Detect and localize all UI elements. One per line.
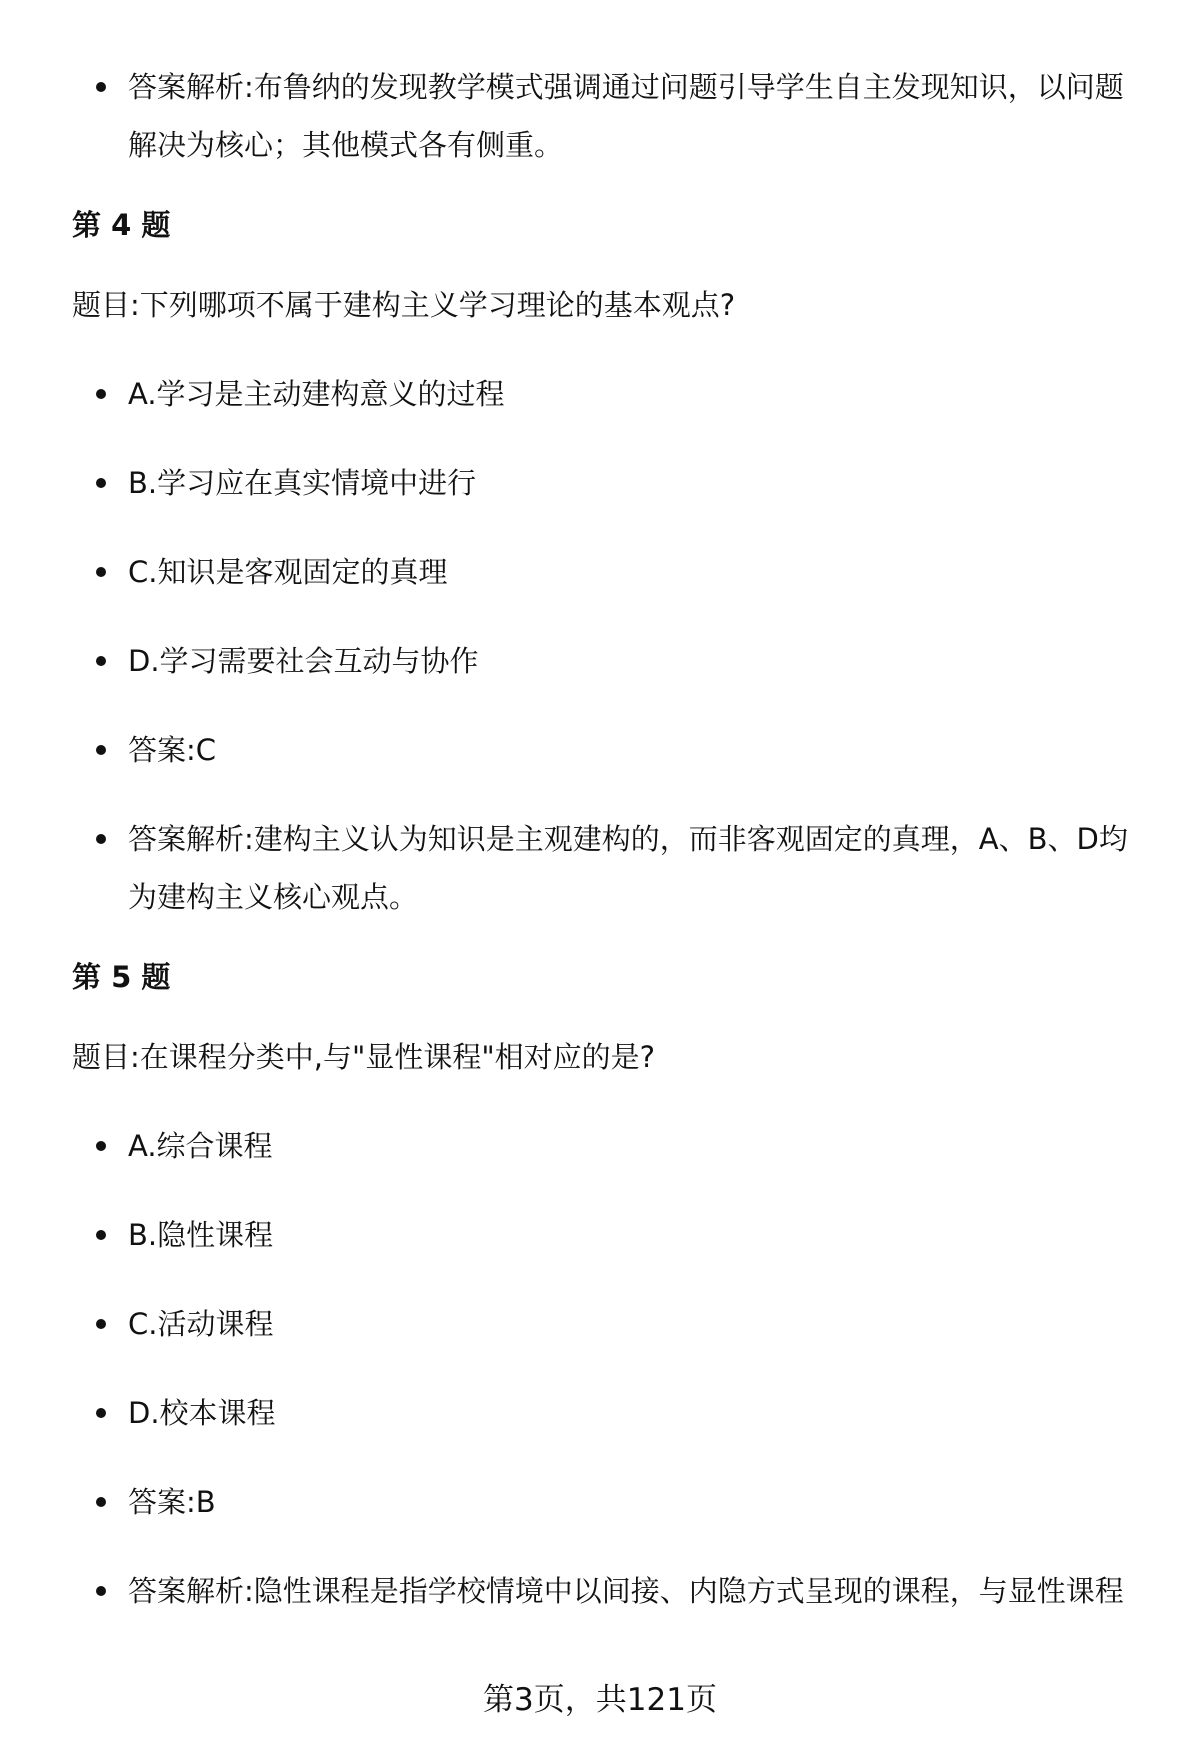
q4-explanation: [72, 810, 1152, 926]
bullet-icon: [96, 1497, 106, 1507]
q5-option-a-text: A.综合课程: [128, 1129, 273, 1163]
bullet-icon: [96, 834, 106, 844]
q4-option-c: [72, 543, 1152, 601]
bullet-icon: [96, 1141, 106, 1151]
bullet-icon: [96, 478, 106, 488]
bullet-icon: [96, 82, 106, 92]
q4-option-a: [72, 365, 1152, 423]
bullet-icon: [96, 656, 106, 666]
q5-answer: [72, 1473, 1152, 1531]
q5-explanation-text: 答案解析:隐性课程是指学校情境中以间接、内隐方式呈现的课程，与显性课程: [128, 1574, 1124, 1608]
q3-explanation-text: 答案解析:布鲁纳的发现教学模式强调通过问题引导学生自主发现知识，以问题解决为核心；其他模式各有侧重。: [128, 70, 1124, 162]
q4-question: 题目:下列哪项不属于建构主义学习理论的基本观点?: [72, 288, 736, 322]
bullet-icon: [96, 1319, 106, 1329]
q5-explanation: [72, 1562, 1152, 1620]
bullet-icon: [96, 567, 106, 577]
bullet-icon: [96, 1408, 106, 1418]
bullet-icon: [96, 1230, 106, 1240]
q4-option-d: [72, 632, 1152, 690]
page-content: [72, 58, 1152, 1651]
q5-answer-text: 答案:B: [128, 1485, 216, 1519]
q5-option-c: [72, 1295, 1152, 1353]
q5-heading: 第 5 题: [72, 960, 171, 994]
q4-option-b: [72, 454, 1152, 512]
q5-option-b: [72, 1206, 1152, 1264]
bullet-icon: [96, 389, 106, 399]
q4-heading: 第 4 题: [72, 208, 171, 242]
q5-option-b-text: B.隐性课程: [128, 1218, 274, 1252]
q4-option-c-text: C.知识是客观固定的真理: [128, 555, 448, 589]
q5-option-d-text: D.校本课程: [128, 1396, 276, 1430]
page-number-footer: 第3页，共121页: [483, 1682, 717, 1718]
q5-question: 题目:在课程分类中,与"显性课程"相对应的是?: [72, 1040, 656, 1074]
q4-option-d-text: D.学习需要社会互动与协作: [128, 644, 479, 678]
bullet-icon: [96, 1586, 106, 1596]
q5-option-d: [72, 1384, 1152, 1442]
bullet-icon: [96, 745, 106, 755]
q4-answer-text: 答案:C: [128, 733, 217, 767]
q4-explanation-text: 答案解析:建构主义认为知识是主观建构的，而非客观固定的真理，A、B、D均为建构主义核心观点。: [128, 822, 1128, 914]
q4-answer: [72, 721, 1152, 779]
q3-explanation-item: [72, 58, 1152, 174]
q5-option-c-text: C.活动课程: [128, 1307, 274, 1341]
q5-option-a: [72, 1117, 1152, 1175]
q4-option-a-text: A.学习是主动建构意义的过程: [128, 377, 505, 411]
q4-option-b-text: B.学习应在真实情境中进行: [128, 466, 477, 500]
